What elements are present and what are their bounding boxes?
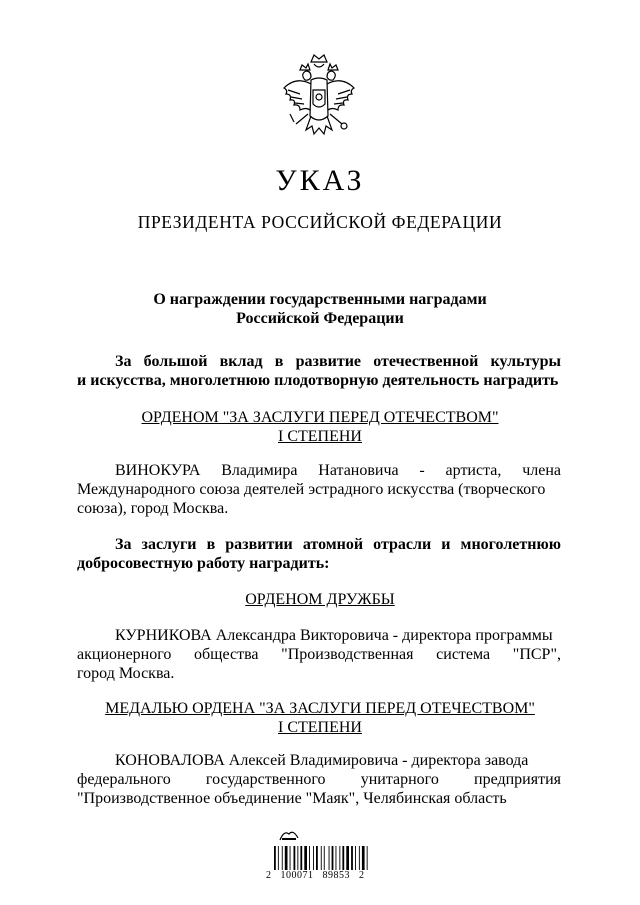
justified-line bbox=[77, 352, 561, 371]
award-line: МЕДАЛЬЮ ОРДЕНА "ЗА ЗАСЛУГИ ПЕРЕД ОТЕЧЕСТВОМ" bbox=[105, 700, 535, 717]
recipient-kurnikov bbox=[77, 626, 561, 683]
decree-subject bbox=[0, 290, 640, 328]
word: Владимира bbox=[221, 462, 298, 479]
word: большой bbox=[143, 353, 208, 370]
word: члена bbox=[522, 462, 561, 479]
word: "Производственная bbox=[281, 646, 414, 663]
word: атомной bbox=[302, 536, 364, 553]
word: унитарного bbox=[360, 771, 439, 788]
justified-line bbox=[77, 645, 561, 664]
word: федерального bbox=[77, 771, 171, 788]
word: ВИНОКУРА bbox=[115, 462, 201, 479]
barcode-digits: 2 bbox=[266, 870, 272, 881]
word: За bbox=[115, 353, 132, 370]
word: система bbox=[436, 646, 491, 663]
word: и bbox=[441, 536, 451, 553]
barcode-digits: 89853 bbox=[322, 870, 350, 881]
document-subtitle: ПРЕЗИДЕНТА РОССИЙСКОЙ ФЕДЕРАЦИИ bbox=[137, 212, 503, 232]
text-line: и искусства, многолетнюю плодотворную деятельность наградить bbox=[77, 372, 559, 389]
justified-line bbox=[77, 770, 561, 789]
word: культуры bbox=[490, 353, 561, 370]
subject-line: Российской Федерации bbox=[236, 310, 404, 327]
word: артиста, bbox=[445, 462, 502, 479]
text-line: "Производственное объединение "Маяк", Челябинская область bbox=[77, 790, 507, 807]
recipient-vinokur bbox=[77, 461, 561, 518]
word: - bbox=[419, 462, 425, 479]
barcode-digits: 100071 bbox=[280, 870, 314, 881]
text-line: КУРНИКОВА Александра Викторовича - директора программы bbox=[115, 627, 553, 644]
text-line: Международного союза деятелей эстрадного искусства (творческого bbox=[77, 481, 546, 498]
word: отечественной bbox=[373, 353, 479, 370]
word: заслуги bbox=[141, 536, 197, 553]
word: вклад bbox=[219, 353, 263, 370]
section1-intro bbox=[77, 352, 561, 390]
award-medal-order-merit-1 bbox=[0, 699, 640, 737]
word: развитие bbox=[295, 353, 362, 370]
subject-line: О награждении государственными наградами bbox=[153, 291, 487, 308]
word: в bbox=[206, 536, 216, 553]
text-line: союза), город Москва. bbox=[77, 500, 229, 517]
word: общества bbox=[194, 646, 259, 663]
section2-intro bbox=[77, 535, 561, 573]
word: многолетнюю bbox=[460, 536, 561, 553]
word: Натановича bbox=[318, 462, 399, 479]
word: развитии bbox=[225, 536, 293, 553]
coat-of-arms-icon bbox=[278, 50, 360, 148]
word: "ПСР", bbox=[512, 646, 561, 663]
award-line: I СТЕПЕНИ bbox=[278, 428, 362, 445]
recipient-konovalov bbox=[77, 751, 561, 808]
award-line: I СТЕПЕНИ bbox=[278, 719, 362, 736]
justified-line bbox=[77, 461, 561, 480]
word: За bbox=[115, 536, 132, 553]
text-line: добросовестную работу наградить: bbox=[77, 555, 330, 572]
word: акционерного bbox=[77, 646, 172, 663]
award-line: ОРДЕНОМ ДРУЖБЫ bbox=[245, 591, 395, 608]
word: предприятия bbox=[474, 771, 561, 788]
document-title: УКАЗ bbox=[275, 164, 365, 197]
barcode-digits: 2 bbox=[359, 870, 365, 881]
justified-line bbox=[77, 535, 561, 554]
text-line: КОНОВАЛОВА Алексей Владимировича - директора завода bbox=[115, 752, 529, 769]
barcode-number bbox=[266, 870, 371, 881]
word: в bbox=[274, 353, 284, 370]
printer-mark-icon bbox=[278, 828, 300, 842]
word: государственного bbox=[205, 771, 326, 788]
award-order-friendship bbox=[0, 590, 640, 609]
award-order-merit-1 bbox=[0, 408, 640, 446]
text-line: город Москва. bbox=[77, 665, 175, 682]
award-line: ОРДЕНОМ "ЗА ЗАСЛУГИ ПЕРЕД ОТЕЧЕСТВОМ" bbox=[141, 409, 499, 426]
word: отрасли bbox=[373, 536, 432, 553]
